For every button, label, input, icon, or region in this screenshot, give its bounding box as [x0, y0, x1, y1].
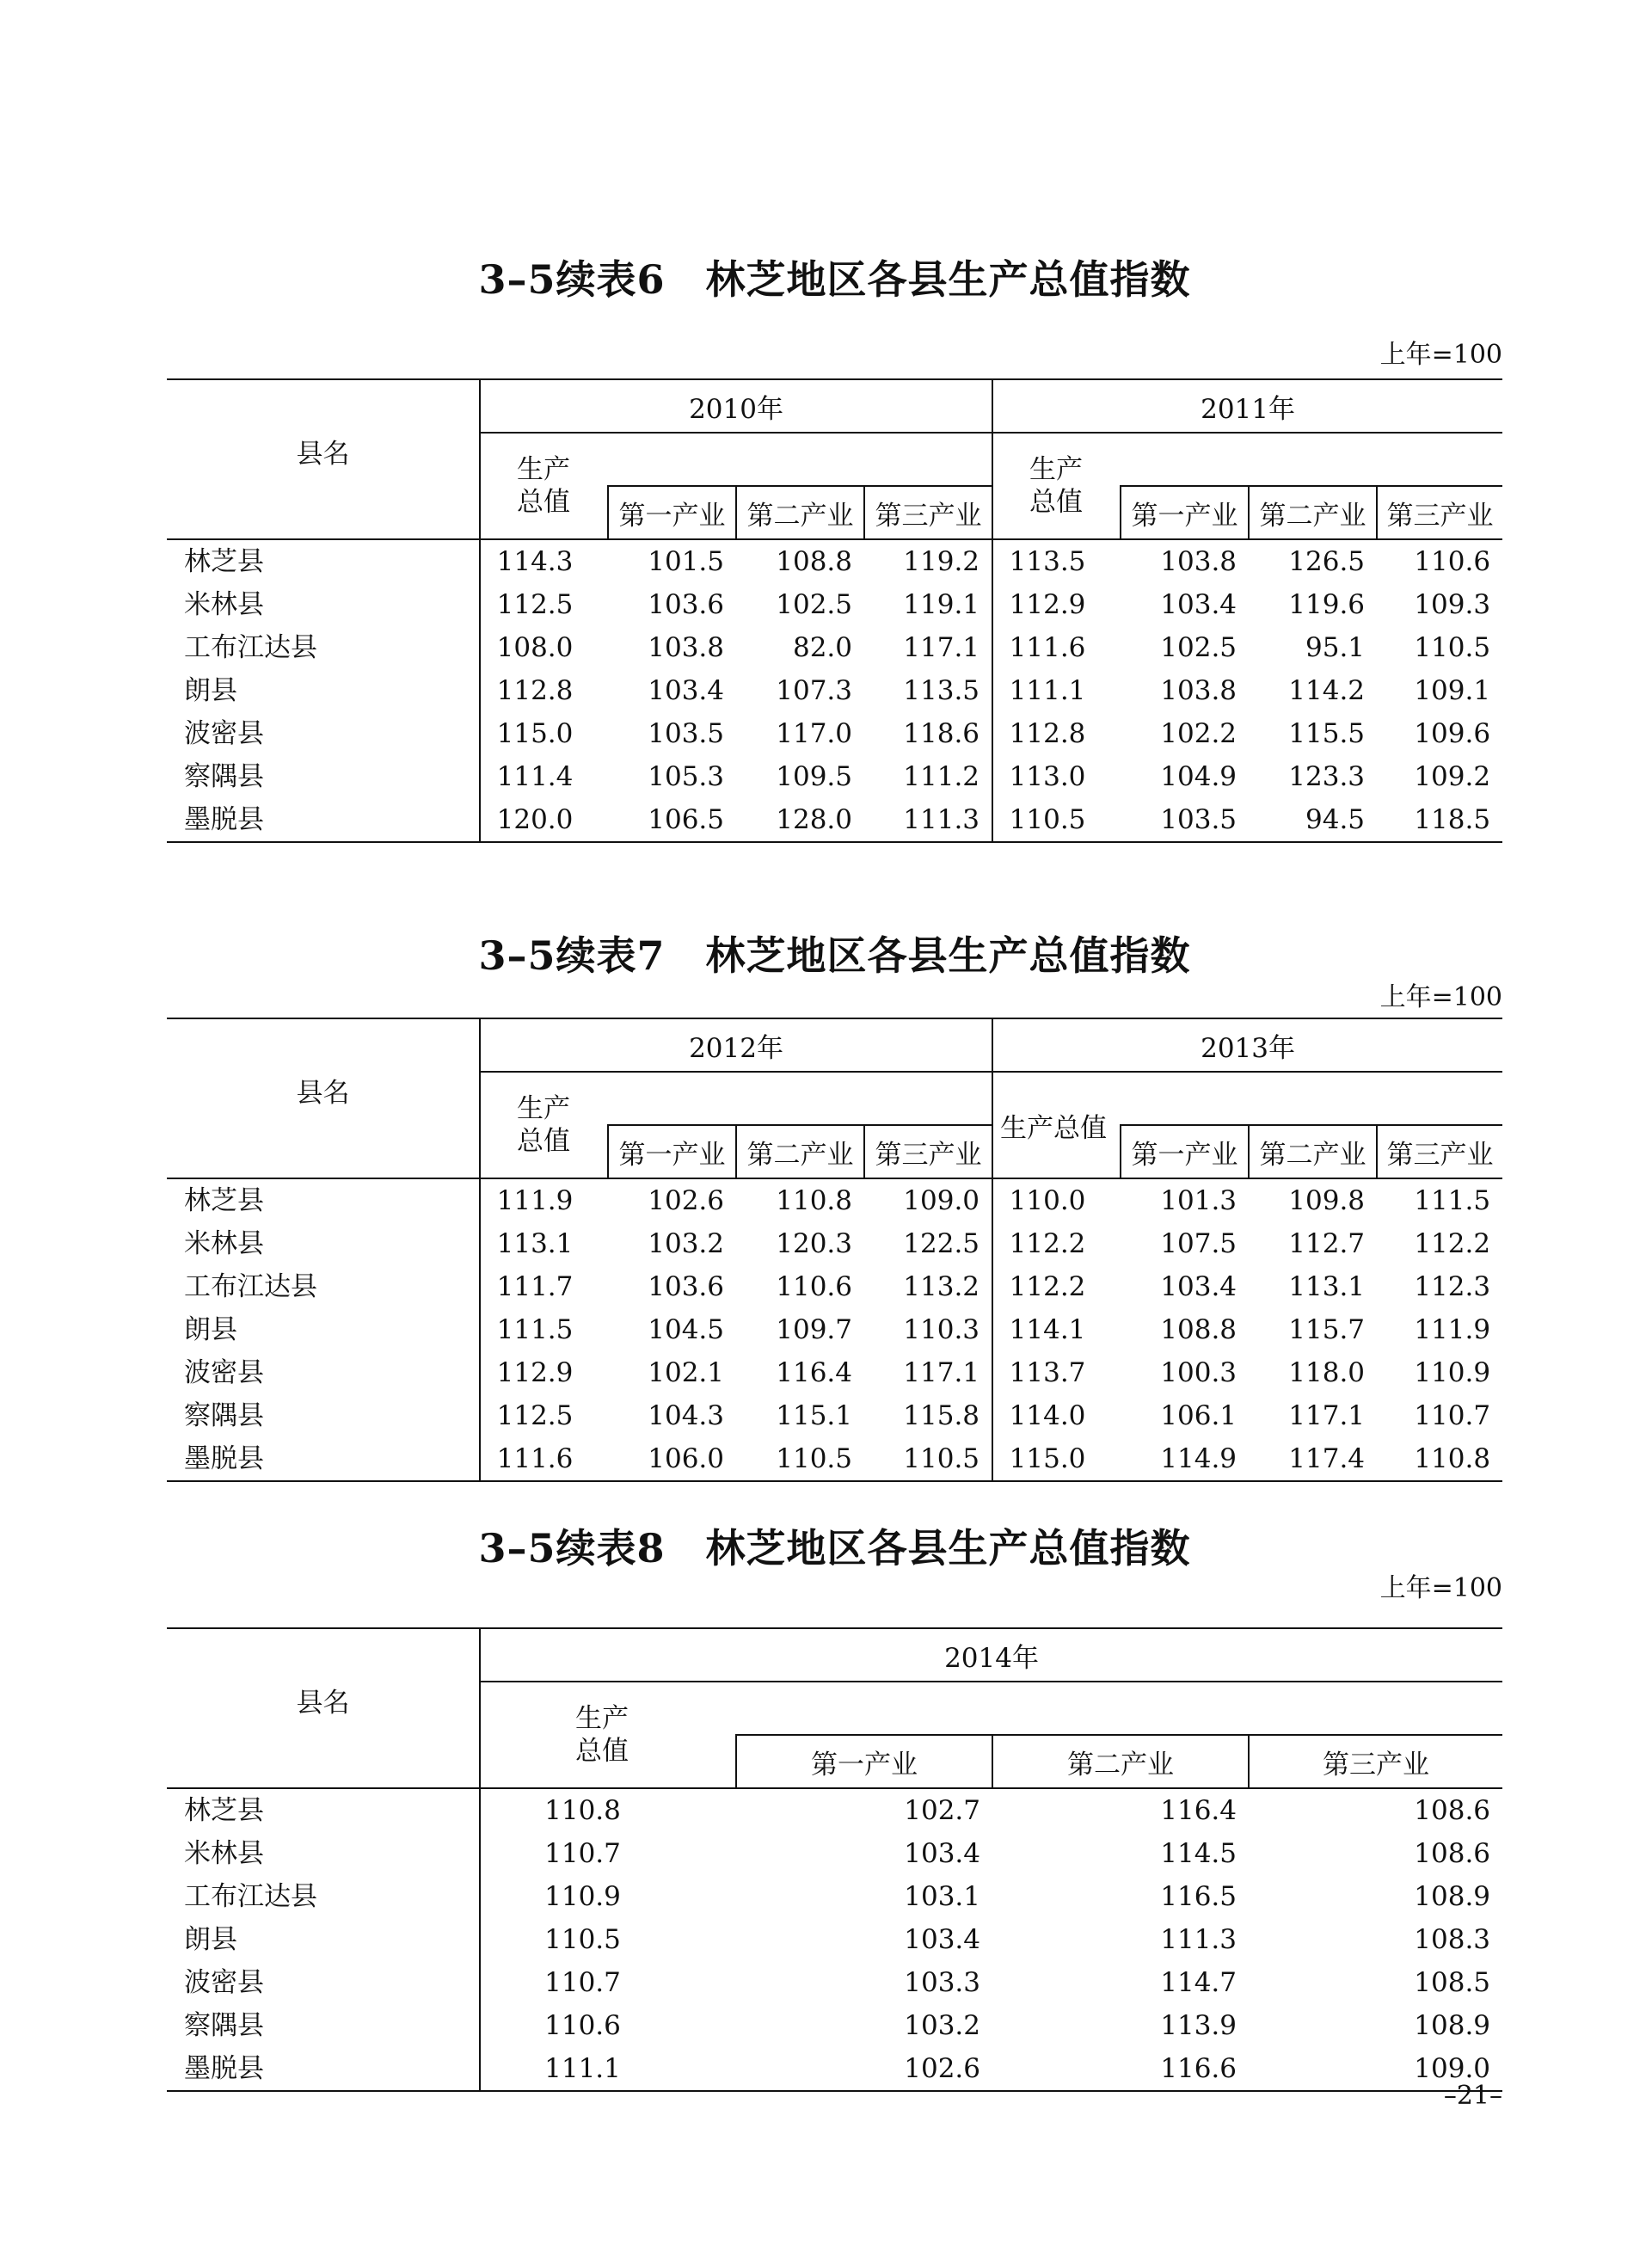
county-name: 察隅县 — [167, 1394, 480, 1437]
cell-value: 108.6 — [1414, 1838, 1491, 1869]
cell-value: 119.2 — [864, 539, 992, 583]
cell-value: 103.4 — [904, 1924, 980, 1955]
cell-value: 113.0 — [1009, 761, 1086, 792]
cell-value: 112.7 — [1288, 1228, 1366, 1259]
gdp-header — [480, 433, 608, 539]
page-number: –21– — [1443, 2081, 1502, 2111]
tertiary-industry-header: 第三产业 — [1377, 1125, 1502, 1178]
cell-value: 102.5 — [1160, 632, 1237, 663]
cell-value: 110.9 — [544, 1881, 621, 1912]
cell-value: 118.6 — [864, 712, 992, 755]
cell-value: 112.5 — [496, 589, 574, 620]
county-name: 墨脱县 — [167, 798, 480, 842]
cell-value: 111.1 — [480, 2047, 736, 2091]
cell-value: 111.3 — [864, 798, 992, 842]
cell-value: 101.5 — [648, 546, 724, 577]
cell-value: 111.6 — [1009, 632, 1086, 663]
cell-value: 114.3 — [496, 546, 574, 577]
cell-value: 113.9 — [1160, 2010, 1237, 2041]
cell-value: 120.3 — [776, 1228, 852, 1259]
cell-value: 117.1 — [1288, 1400, 1366, 1431]
cell-value: 116.5 — [1160, 1881, 1237, 1912]
cell-value: 110.7 — [544, 1838, 621, 1869]
cell-value: 111.3 — [1160, 1924, 1237, 1955]
table-7-body — [167, 1178, 1502, 1481]
county-name: 察隅县 — [167, 755, 480, 798]
cell-value: 110.6 — [544, 2010, 621, 2041]
cell-value: 108.5 — [1414, 1967, 1491, 1998]
table-row — [167, 1351, 1502, 1394]
cell-value: 108.8 — [1160, 1314, 1237, 1345]
gdp-header-line2: 总值 — [517, 1126, 570, 1157]
cell-value: 111.2 — [864, 755, 992, 798]
county-name: 波密县 — [167, 1961, 480, 2004]
secondary-industry-header: 第二产业 — [1249, 1125, 1377, 1178]
county-name: 墨脱县 — [167, 1437, 480, 1481]
cell-value: 103.4 — [904, 1838, 980, 1869]
gdp-header: 生产总值 — [992, 1072, 1121, 1178]
cell-value: 113.5 — [864, 669, 992, 712]
cell-value: 119.1 — [864, 583, 992, 626]
table-row — [167, 669, 1502, 712]
cell-value: 111.5 — [496, 1314, 574, 1345]
cell-value: 115.8 — [864, 1394, 992, 1437]
cell-value: 103.1 — [904, 1881, 980, 1912]
cell-value: 114.7 — [1160, 1967, 1237, 1998]
cell-value: 110.8 — [544, 1795, 621, 1826]
cell-value: 112.8 — [1009, 718, 1086, 749]
cell-value: 108.9 — [1414, 1881, 1491, 1912]
table-8 — [167, 1627, 1502, 2092]
cell-value: 109.0 — [864, 1178, 992, 1222]
cell-value: 110.5 — [864, 1437, 992, 1481]
cell-value: 116.6 — [992, 2047, 1249, 2091]
primary-industry-header: 第一产业 — [608, 486, 736, 539]
cell-value: 102.5 — [776, 589, 852, 620]
cell-value: 114.1 — [1009, 1314, 1086, 1345]
cell-value: 112.2 — [1414, 1228, 1491, 1259]
cell-value: 112.2 — [1009, 1271, 1086, 1302]
primary-industry-header: 第一产业 — [608, 1125, 736, 1178]
county-name: 朗县 — [167, 1918, 480, 1961]
cell-value: 113.5 — [1009, 546, 1086, 577]
tertiary-industry-header: 第三产业 — [1377, 486, 1502, 539]
county-name: 米林县 — [167, 583, 480, 626]
cell-value: 95.1 — [1305, 632, 1366, 663]
year-header-2012: 2012年 — [480, 1018, 992, 1072]
cell-value: 116.4 — [1160, 1795, 1237, 1826]
table-row — [167, 1394, 1502, 1437]
gdp-header-line1: 生产 — [517, 454, 570, 485]
cell-value: 103.6 — [648, 1271, 724, 1302]
table-8-title: 3–5续表8 林芝地区各县生产总值指数 — [478, 1525, 1191, 1571]
cell-value: 108.3 — [1414, 1924, 1491, 1955]
cell-value: 103.4 — [648, 675, 724, 706]
cell-value: 115.5 — [1288, 718, 1366, 749]
cell-value: 82.0 — [792, 632, 852, 663]
table-6 — [167, 378, 1502, 843]
cell-value: 104.9 — [1160, 761, 1237, 792]
table-row — [167, 1788, 1502, 1832]
cell-value: 111.6 — [480, 1437, 608, 1481]
cell-value: 122.5 — [864, 1222, 992, 1265]
table-8-body — [167, 1788, 1502, 2091]
cell-value: 111.9 — [1414, 1314, 1491, 1345]
cell-value: 111.9 — [496, 1185, 574, 1216]
table-row — [167, 2004, 1502, 2047]
table-row — [167, 755, 1502, 798]
secondary-industry-header: 第二产业 — [992, 1735, 1249, 1788]
table-8-unit-label: 上年=100 — [1379, 1573, 1502, 1603]
cell-value: 118.5 — [1377, 798, 1502, 842]
county-name: 波密县 — [167, 712, 480, 755]
cell-value: 100.3 — [1160, 1357, 1237, 1388]
table-row — [167, 798, 1502, 842]
cell-value: 109.8 — [1288, 1185, 1366, 1216]
cell-value: 109.0 — [1249, 2047, 1502, 2091]
tertiary-industry-header: 第三产业 — [1249, 1735, 1502, 1788]
cell-value: 102.1 — [648, 1357, 724, 1388]
table-row — [167, 1437, 1502, 1481]
cell-value: 111.5 — [1414, 1185, 1491, 1216]
cell-value: 120.0 — [480, 798, 608, 842]
cell-value: 107.5 — [1160, 1228, 1237, 1259]
cell-value: 110.5 — [736, 1437, 864, 1481]
cell-value: 104.5 — [648, 1314, 724, 1345]
header-spacer — [1121, 1072, 1502, 1125]
table-7-title: 3–5续表7 林芝地区各县生产总值指数 — [478, 932, 1191, 979]
table-row — [167, 712, 1502, 755]
cell-value: 106.5 — [608, 798, 736, 842]
cell-value: 115.0 — [496, 718, 574, 749]
cell-value: 113.1 — [496, 1228, 574, 1259]
cell-value: 102.6 — [736, 2047, 992, 2091]
year-header-2013: 2013年 — [992, 1018, 1502, 1072]
year-header-2014: 2014年 — [480, 1628, 1502, 1682]
cell-value: 105.3 — [648, 761, 724, 792]
year-header-2011: 2011年 — [992, 379, 1502, 433]
cell-value: 108.8 — [776, 546, 852, 577]
gdp-header-line1: 生产 — [517, 1093, 570, 1124]
cell-value: 103.5 — [648, 718, 724, 749]
cell-value: 116.4 — [776, 1357, 852, 1388]
cell-value: 103.5 — [1121, 798, 1249, 842]
cell-value: 115.0 — [992, 1437, 1121, 1481]
cell-value: 103.8 — [1160, 546, 1237, 577]
cell-value: 117.0 — [776, 718, 852, 749]
cell-value: 115.7 — [1288, 1314, 1366, 1345]
cell-value: 117.1 — [864, 1351, 992, 1394]
cell-value: 117.1 — [864, 626, 992, 669]
county-name: 朗县 — [167, 669, 480, 712]
table-7 — [167, 1018, 1502, 1482]
cell-value: 103.8 — [648, 632, 724, 663]
header-spacer — [1121, 433, 1502, 486]
cell-value: 119.6 — [1288, 589, 1366, 620]
county-name: 米林县 — [167, 1222, 480, 1265]
table-row — [167, 1178, 1502, 1222]
year-header-2010: 2010年 — [480, 379, 992, 433]
tertiary-industry-header: 第三产业 — [864, 486, 992, 539]
table-row — [167, 626, 1502, 669]
table-row — [167, 2047, 1502, 2091]
county-name: 米林县 — [167, 1832, 480, 1875]
cell-value: 111.7 — [496, 1271, 574, 1302]
cell-value: 114.0 — [1009, 1400, 1086, 1431]
county-name: 林芝县 — [167, 1788, 480, 1832]
cell-value: 109.2 — [1414, 761, 1491, 792]
gdp-header-line1: 生产 — [575, 1703, 629, 1734]
header-spacer — [608, 433, 992, 486]
table-row — [167, 583, 1502, 626]
primary-industry-header: 第一产业 — [1121, 1125, 1249, 1178]
cell-value: 117.4 — [1249, 1437, 1377, 1481]
county-name: 察隅县 — [167, 2004, 480, 2047]
cell-value: 126.5 — [1288, 546, 1366, 577]
county-name: 林芝县 — [167, 539, 480, 583]
header-spacer — [736, 1682, 1502, 1735]
cell-value: 103.4 — [1160, 589, 1237, 620]
table-row — [167, 539, 1502, 583]
cell-value: 110.7 — [1414, 1400, 1491, 1431]
cell-value: 114.9 — [1121, 1437, 1249, 1481]
cell-value: 109.5 — [776, 761, 852, 792]
county-name-header: 县名 — [167, 1628, 480, 1788]
cell-value: 114.5 — [1160, 1838, 1237, 1869]
table-row — [167, 1308, 1502, 1351]
cell-value: 102.7 — [904, 1795, 980, 1826]
gdp-header-line2: 总值 — [1029, 487, 1084, 518]
cell-value: 107.3 — [776, 675, 852, 706]
county-name: 工布江达县 — [167, 626, 480, 669]
cell-value: 109.1 — [1414, 675, 1491, 706]
cell-value: 109.6 — [1414, 718, 1491, 749]
cell-value: 106.1 — [1160, 1400, 1237, 1431]
table-row — [167, 1961, 1502, 2004]
cell-value: 112.9 — [496, 1357, 574, 1388]
cell-value: 101.3 — [1160, 1185, 1237, 1216]
cell-value: 110.0 — [1009, 1185, 1086, 1216]
secondary-industry-header: 第二产业 — [736, 486, 864, 539]
cell-value: 110.5 — [992, 798, 1121, 842]
cell-value: 110.5 — [1414, 632, 1491, 663]
table-7-unit-label: 上年=100 — [1379, 982, 1502, 1012]
gdp-header — [480, 1682, 736, 1788]
cell-value: 111.1 — [1009, 675, 1086, 706]
cell-value: 113.1 — [1288, 1271, 1366, 1302]
table-6-body — [167, 539, 1502, 842]
cell-value: 103.8 — [1160, 675, 1237, 706]
gdp-header — [992, 433, 1121, 539]
cell-value: 112.9 — [1009, 589, 1086, 620]
cell-value: 112.8 — [496, 675, 574, 706]
county-name: 工布江达县 — [167, 1875, 480, 1918]
cell-value: 103.2 — [904, 2010, 980, 2041]
county-name: 林芝县 — [167, 1178, 480, 1222]
county-name: 工布江达县 — [167, 1265, 480, 1308]
cell-value: 102.6 — [648, 1185, 724, 1216]
county-name-header: 县名 — [167, 379, 480, 539]
cell-value: 110.8 — [1377, 1437, 1502, 1481]
table-6-unit-label: 上年=100 — [1379, 340, 1502, 370]
gdp-header — [480, 1072, 608, 1178]
cell-value: 128.0 — [736, 798, 864, 842]
cell-value: 103.6 — [648, 589, 724, 620]
table-row — [167, 1265, 1502, 1308]
county-name: 朗县 — [167, 1308, 480, 1351]
cell-value: 102.2 — [1160, 718, 1237, 749]
cell-value: 104.3 — [648, 1400, 724, 1431]
cell-value: 112.3 — [1414, 1271, 1491, 1302]
secondary-industry-header: 第二产业 — [1249, 486, 1377, 539]
gdp-header-line1: 生产 — [1029, 454, 1084, 485]
cell-value: 108.9 — [1414, 2010, 1491, 2041]
cell-value: 94.5 — [1249, 798, 1377, 842]
table-row — [167, 1875, 1502, 1918]
cell-value: 106.0 — [608, 1437, 736, 1481]
cell-value: 113.2 — [864, 1265, 992, 1308]
cell-value: 112.5 — [496, 1400, 574, 1431]
cell-value: 109.7 — [776, 1314, 852, 1345]
cell-value: 109.3 — [1414, 589, 1491, 620]
county-name: 墨脱县 — [167, 2047, 480, 2091]
cell-value: 115.1 — [776, 1400, 852, 1431]
table-6-title: 3–5续表6 林芝地区各县生产总值指数 — [478, 256, 1191, 303]
county-name: 波密县 — [167, 1351, 480, 1394]
primary-industry-header: 第一产业 — [1121, 486, 1249, 539]
primary-industry-header: 第一产业 — [736, 1735, 992, 1788]
cell-value: 103.2 — [648, 1228, 724, 1259]
gdp-header-line2: 总值 — [575, 1736, 629, 1767]
cell-value: 108.6 — [1414, 1795, 1491, 1826]
gdp-header-line2: 总值 — [517, 487, 570, 518]
table-row — [167, 1918, 1502, 1961]
cell-value: 103.3 — [904, 1967, 980, 1998]
cell-value: 111.4 — [496, 761, 574, 792]
cell-value: 110.3 — [864, 1308, 992, 1351]
tertiary-industry-header: 第三产业 — [864, 1125, 992, 1178]
cell-value: 108.0 — [496, 632, 574, 663]
cell-value: 114.2 — [1288, 675, 1366, 706]
cell-value: 118.0 — [1288, 1357, 1366, 1388]
cell-value: 110.6 — [1414, 546, 1491, 577]
cell-value: 112.2 — [1009, 1228, 1086, 1259]
table-row — [167, 1222, 1502, 1265]
cell-value: 103.4 — [1160, 1271, 1237, 1302]
county-name-header: 县名 — [167, 1018, 480, 1178]
header-spacer — [608, 1072, 992, 1125]
cell-value: 110.9 — [1414, 1357, 1491, 1388]
cell-value: 123.3 — [1288, 761, 1366, 792]
cell-value: 110.5 — [544, 1924, 621, 1955]
table-row — [167, 1832, 1502, 1875]
cell-value: 110.7 — [544, 1967, 621, 1998]
cell-value: 110.6 — [776, 1271, 852, 1302]
cell-value: 110.8 — [776, 1185, 852, 1216]
secondary-industry-header: 第二产业 — [736, 1125, 864, 1178]
cell-value: 113.7 — [1009, 1357, 1086, 1388]
